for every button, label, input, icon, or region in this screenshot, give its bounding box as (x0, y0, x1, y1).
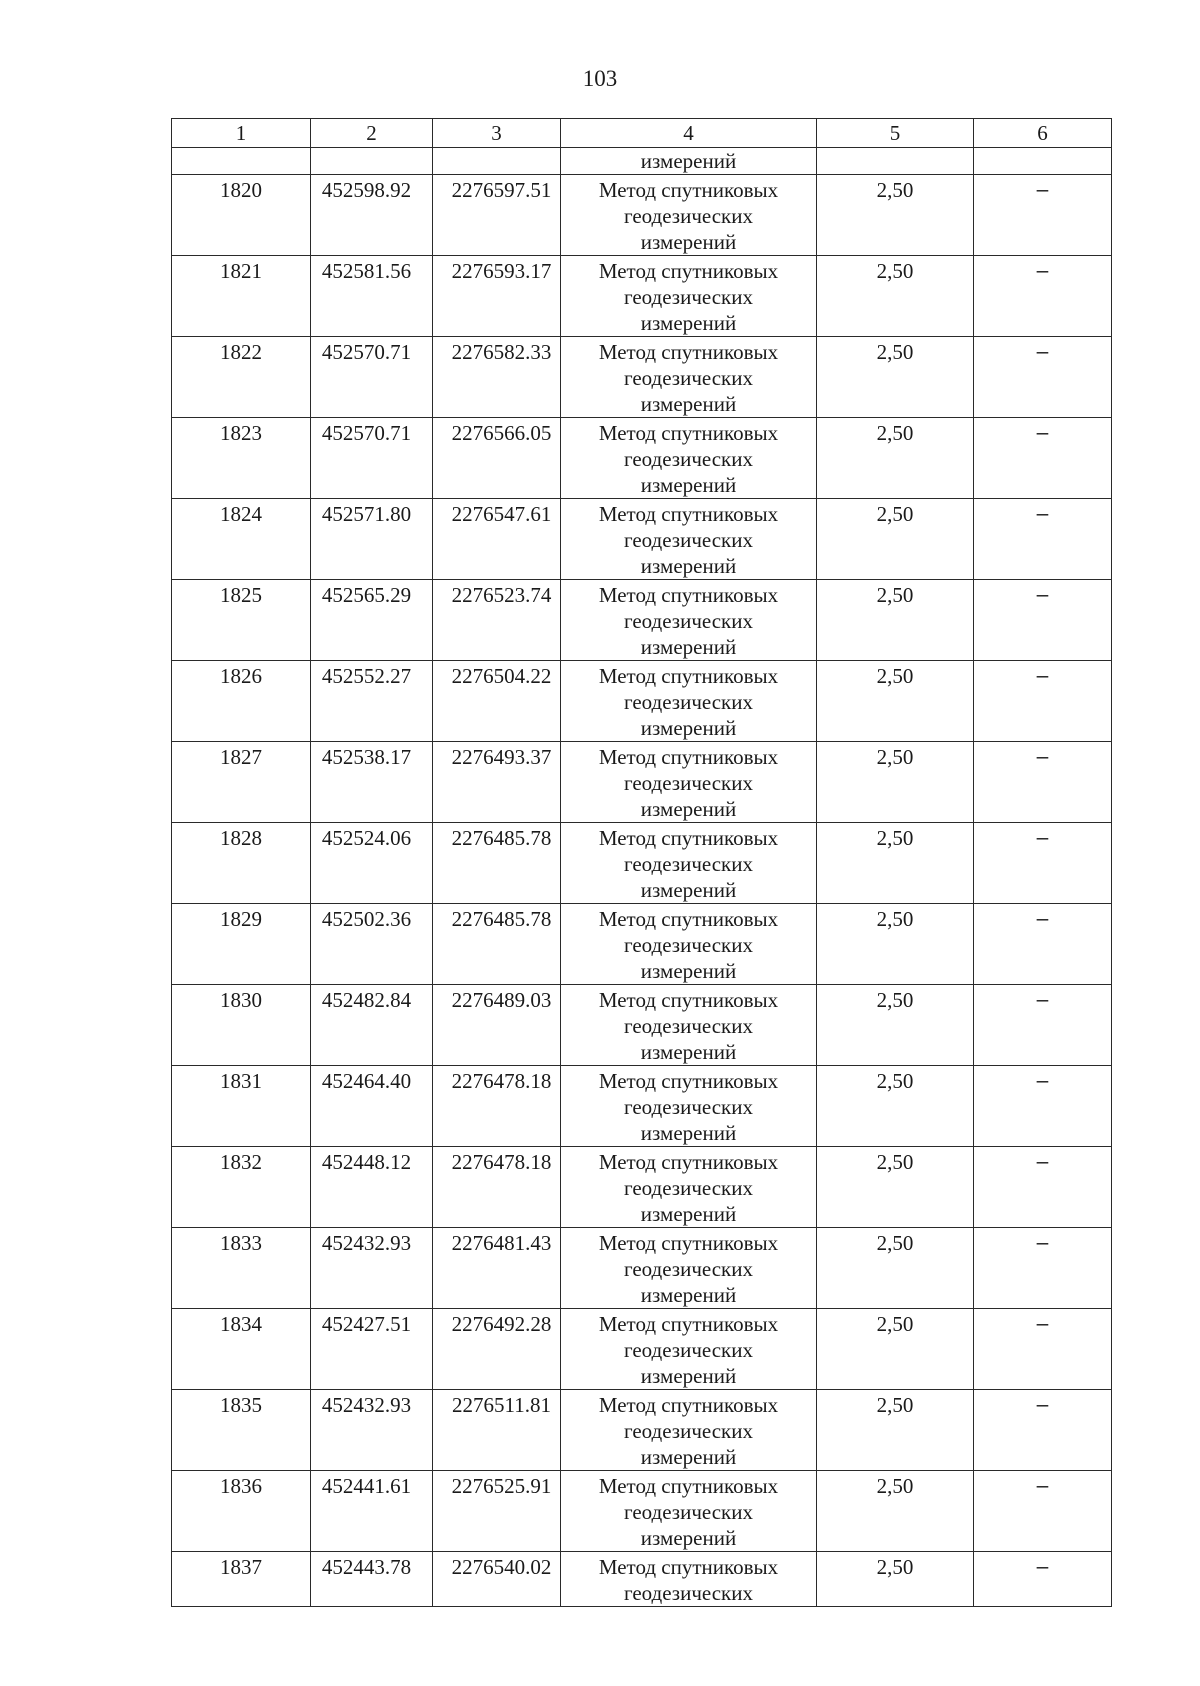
method-cell (561, 337, 817, 418)
y-coordinate-cell: 2276481.43 (433, 1228, 561, 1309)
continuation-cell (172, 148, 311, 175)
point-number-cell: 1823 (172, 418, 311, 499)
y-coordinate-cell: 2276566.05 (433, 418, 561, 499)
table-row (172, 823, 1112, 904)
note-cell: – (974, 661, 1112, 742)
y-coordinate-cell: 2276593.17 (433, 256, 561, 337)
table-row (172, 1552, 1112, 1607)
table-row (172, 1471, 1112, 1552)
coordinates-table (171, 118, 1112, 1607)
header-row (172, 119, 1112, 148)
method-cell (561, 742, 817, 823)
y-coordinate-cell: 2276511.81 (433, 1390, 561, 1471)
accuracy-cell: 2,50 (817, 337, 974, 418)
method-cell (561, 1066, 817, 1147)
method-cell (561, 823, 817, 904)
table-row (172, 499, 1112, 580)
table-row (172, 1066, 1112, 1147)
x-coordinate-cell: 452432.93 (311, 1390, 433, 1471)
method-text: Метод спутниковых геодезических измерений (598, 1393, 779, 1469)
note-cell: – (974, 985, 1112, 1066)
x-coordinate-cell: 452464.40 (311, 1066, 433, 1147)
point-number-cell: 1830 (172, 985, 311, 1066)
point-number-cell: 1822 (172, 337, 311, 418)
continuation-row (172, 148, 1112, 175)
accuracy-cell: 2,50 (817, 1066, 974, 1147)
note-cell: – (974, 175, 1112, 256)
note-cell: – (974, 1228, 1112, 1309)
method-text: Метод спутниковых геодезических измерений (598, 907, 779, 983)
accuracy-cell: 2,50 (817, 661, 974, 742)
note-cell: – (974, 580, 1112, 661)
method-text: Метод спутниковых геодезических измерений (598, 1312, 779, 1388)
x-coordinate-cell: 452581.56 (311, 256, 433, 337)
method-cell (561, 499, 817, 580)
x-coordinate-cell: 452565.29 (311, 580, 433, 661)
method-text: Метод спутниковых геодезических измерений (598, 826, 779, 902)
y-coordinate-cell: 2276493.37 (433, 742, 561, 823)
table-row (172, 1228, 1112, 1309)
note-cell: – (974, 1066, 1112, 1147)
table-row (172, 580, 1112, 661)
point-number-cell: 1829 (172, 904, 311, 985)
method-text: Метод спутниковых геодезических (598, 1555, 779, 1605)
note-cell: – (974, 904, 1112, 985)
header-cell: 4 (561, 119, 817, 148)
note-cell: – (974, 1552, 1112, 1607)
accuracy-cell: 2,50 (817, 1552, 974, 1607)
table-row (172, 1147, 1112, 1228)
y-coordinate-cell: 2276504.22 (433, 661, 561, 742)
method-text: Метод спутниковых геодезических измерений (598, 583, 779, 659)
method-text: Метод спутниковых геодезических измерений (598, 745, 779, 821)
accuracy-cell: 2,50 (817, 580, 974, 661)
continuation-cell (974, 148, 1112, 175)
note-cell: – (974, 337, 1112, 418)
method-text: Метод спутниковых геодезических измерений (598, 340, 779, 416)
x-coordinate-cell: 452441.61 (311, 1471, 433, 1552)
table-row (172, 1390, 1112, 1471)
x-coordinate-cell: 452427.51 (311, 1309, 433, 1390)
continuation-cell (311, 148, 433, 175)
method-cell (561, 904, 817, 985)
table-row (172, 337, 1112, 418)
method-cell (561, 1309, 817, 1390)
continuation-cell (817, 148, 974, 175)
table-row (172, 985, 1112, 1066)
note-cell: – (974, 256, 1112, 337)
page-number: 103 (582, 66, 618, 91)
accuracy-cell: 2,50 (817, 1471, 974, 1552)
y-coordinate-cell: 2276478.18 (433, 1066, 561, 1147)
y-coordinate-cell: 2276489.03 (433, 985, 561, 1066)
x-coordinate-cell: 452448.12 (311, 1147, 433, 1228)
table-row (172, 661, 1112, 742)
accuracy-cell: 2,50 (817, 499, 974, 580)
x-coordinate-cell: 452552.27 (311, 661, 433, 742)
method-text: Метод спутниковых геодезических измерений (598, 502, 779, 578)
method-text: Метод спутниковых геодезических измерений (598, 1474, 779, 1550)
point-number-cell: 1828 (172, 823, 311, 904)
note-cell: – (974, 1471, 1112, 1552)
method-cell (561, 1552, 817, 1607)
x-coordinate-cell: 452524.06 (311, 823, 433, 904)
y-coordinate-cell: 2276525.91 (433, 1471, 561, 1552)
header-cell: 1 (172, 119, 311, 148)
accuracy-cell: 2,50 (817, 256, 974, 337)
method-cell (561, 1390, 817, 1471)
point-number-cell: 1826 (172, 661, 311, 742)
y-coordinate-cell: 2276597.51 (433, 175, 561, 256)
accuracy-cell: 2,50 (817, 985, 974, 1066)
method-text: Метод спутниковых геодезических измерений (598, 1069, 779, 1145)
point-number-cell: 1835 (172, 1390, 311, 1471)
method-cell (561, 1147, 817, 1228)
table-row (172, 904, 1112, 985)
x-coordinate-cell: 452570.71 (311, 337, 433, 418)
method-cell (561, 1471, 817, 1552)
continuation-cell (433, 148, 561, 175)
x-coordinate-cell: 452598.92 (311, 175, 433, 256)
y-coordinate-cell: 2276478.18 (433, 1147, 561, 1228)
header-cell: 2 (311, 119, 433, 148)
point-number-cell: 1833 (172, 1228, 311, 1309)
y-coordinate-cell: 2276492.28 (433, 1309, 561, 1390)
table-row (172, 418, 1112, 499)
point-number-cell: 1836 (172, 1471, 311, 1552)
header-cell: 5 (817, 119, 974, 148)
point-number-cell: 1827 (172, 742, 311, 823)
point-number-cell: 1832 (172, 1147, 311, 1228)
method-text: Метод спутниковых геодезических измерений (598, 1231, 779, 1307)
x-coordinate-cell: 452432.93 (311, 1228, 433, 1309)
point-number-cell: 1824 (172, 499, 311, 580)
method-cell (561, 661, 817, 742)
note-cell: – (974, 742, 1112, 823)
method-text: Метод спутниковых геодезических измерений (598, 421, 779, 497)
x-coordinate-cell: 452570.71 (311, 418, 433, 499)
y-coordinate-cell: 2276485.78 (433, 823, 561, 904)
method-text: Метод спутниковых геодезических измерений (598, 259, 779, 335)
point-number-cell: 1821 (172, 256, 311, 337)
note-cell: – (974, 1390, 1112, 1471)
x-coordinate-cell: 452482.84 (311, 985, 433, 1066)
method-text: Метод спутниковых геодезических измерений (598, 178, 779, 254)
point-number-cell: 1820 (172, 175, 311, 256)
point-number-cell: 1834 (172, 1309, 311, 1390)
method-text: Метод спутниковых геодезических измерений (598, 988, 779, 1064)
table-row (172, 256, 1112, 337)
x-coordinate-cell: 452502.36 (311, 904, 433, 985)
point-number-cell: 1837 (172, 1552, 311, 1607)
continuation-method-cell: измерений (561, 148, 817, 175)
accuracy-cell: 2,50 (817, 742, 974, 823)
table-body (172, 119, 1112, 1607)
method-cell (561, 418, 817, 499)
y-coordinate-cell: 2276582.33 (433, 337, 561, 418)
table-row (172, 175, 1112, 256)
note-cell: – (974, 1309, 1112, 1390)
accuracy-cell: 2,50 (817, 175, 974, 256)
method-cell (561, 985, 817, 1066)
note-cell: – (974, 823, 1112, 904)
method-text: Метод спутниковых геодезических измерений (598, 1150, 779, 1226)
method-text: Метод спутниковых геодезических измерений (598, 664, 779, 740)
note-cell: – (974, 418, 1112, 499)
accuracy-cell: 2,50 (817, 1147, 974, 1228)
table-row (172, 1309, 1112, 1390)
y-coordinate-cell: 2276523.74 (433, 580, 561, 661)
point-number-cell: 1825 (172, 580, 311, 661)
accuracy-cell: 2,50 (817, 1390, 974, 1471)
note-cell: – (974, 499, 1112, 580)
table-row (172, 742, 1112, 823)
header-cell: 3 (433, 119, 561, 148)
x-coordinate-cell: 452443.78 (311, 1552, 433, 1607)
y-coordinate-cell: 2276540.02 (433, 1552, 561, 1607)
header-cell: 6 (974, 119, 1112, 148)
x-coordinate-cell: 452538.17 (311, 742, 433, 823)
accuracy-cell: 2,50 (817, 823, 974, 904)
y-coordinate-cell: 2276485.78 (433, 904, 561, 985)
method-cell (561, 580, 817, 661)
accuracy-cell: 2,50 (817, 1309, 974, 1390)
method-cell (561, 1228, 817, 1309)
accuracy-cell: 2,50 (817, 1228, 974, 1309)
note-cell: – (974, 1147, 1112, 1228)
accuracy-cell: 2,50 (817, 418, 974, 499)
x-coordinate-cell: 452571.80 (311, 499, 433, 580)
accuracy-cell: 2,50 (817, 904, 974, 985)
method-cell (561, 175, 817, 256)
y-coordinate-cell: 2276547.61 (433, 499, 561, 580)
method-cell (561, 256, 817, 337)
point-number-cell: 1831 (172, 1066, 311, 1147)
